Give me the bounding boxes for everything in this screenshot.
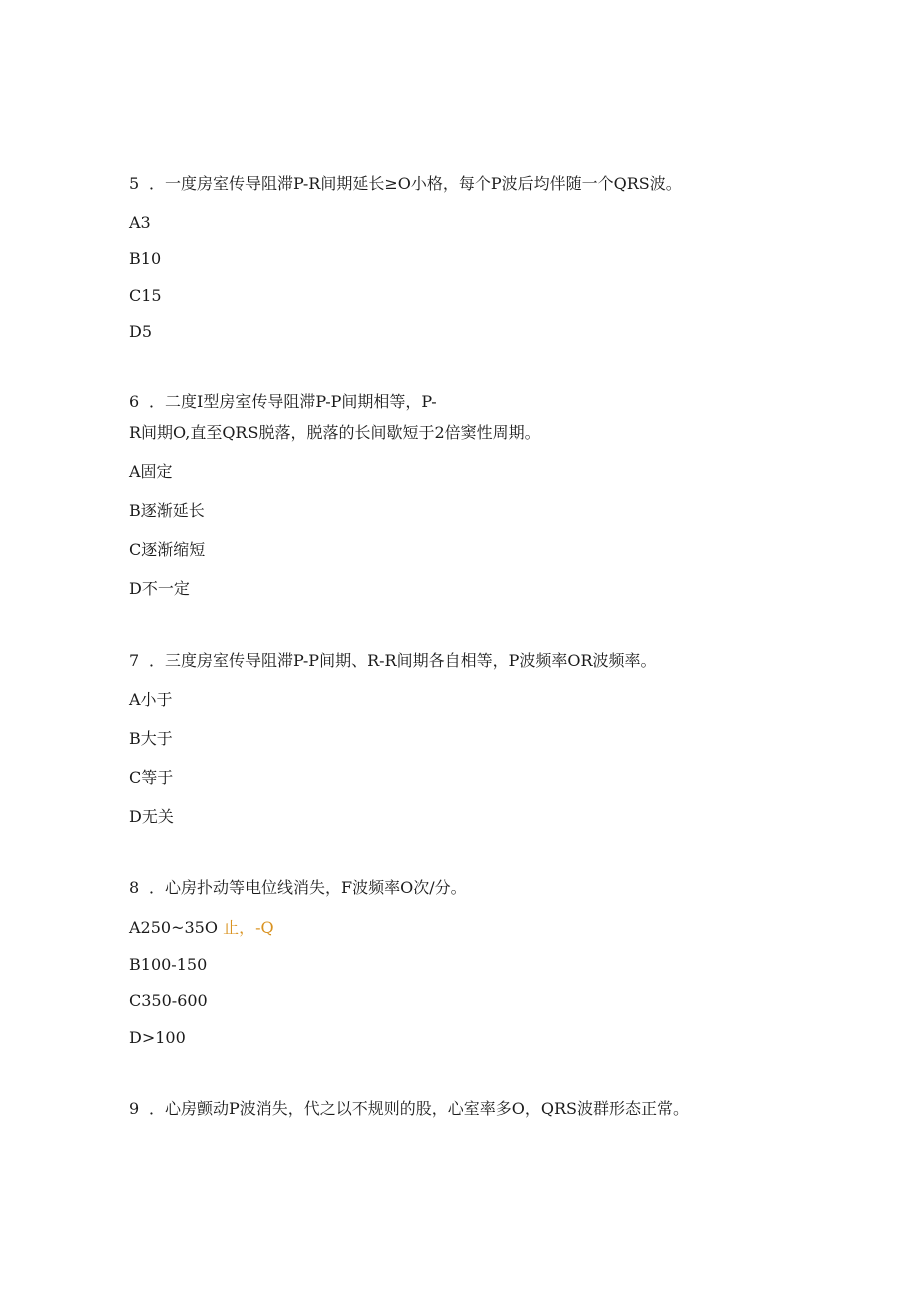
question-text: ．一度房室传导阻滞P-R间期延长≥O小格，每个P波后均伴随一个QRS波。 bbox=[149, 174, 682, 193]
question-5-option-d: D5 bbox=[129, 322, 153, 341]
question-5-stem bbox=[129, 174, 682, 194]
question-7-option-b: B大于 bbox=[129, 729, 173, 748]
question-5-option-a: A3 bbox=[129, 213, 151, 232]
question-number: 8 bbox=[129, 878, 140, 897]
question-8-option-b: B100-150 bbox=[129, 955, 208, 974]
question-7-option-c: C等于 bbox=[129, 768, 174, 787]
question-text: ．心房颤动P波消失，代之以不规则的股，心室率多O，QRS波群形态正常。 bbox=[149, 1099, 690, 1118]
question-8-stem bbox=[129, 878, 467, 898]
question-7-stem bbox=[129, 651, 657, 671]
question-number: 9 bbox=[129, 1099, 140, 1118]
question-number: 5 bbox=[129, 174, 140, 193]
question-6-option-d: D不一定 bbox=[129, 579, 190, 598]
question-8-option-a bbox=[129, 918, 274, 938]
question-text: ．心房扑动等电位线消失，F波频率O次/分。 bbox=[149, 878, 467, 897]
question-5-option-b: B10 bbox=[129, 249, 162, 268]
question-8-option-c: C350-600 bbox=[129, 991, 208, 1010]
question-7-option-a: A小于 bbox=[129, 690, 173, 709]
question-text: ．三度房室传导阻滞P-P间期、R-R间期各自相等，P波频率OR波频率。 bbox=[149, 651, 657, 670]
question-6-stem-continued: R间期O,直至QRS脱落，脱落的长间歇短于2倍窦性周期。 bbox=[129, 423, 541, 442]
option-text: A250~35O bbox=[129, 918, 218, 937]
question-number: 7 bbox=[129, 651, 140, 670]
question-6-option-a: A固定 bbox=[129, 462, 173, 481]
question-6-option-c: C逐渐缩短 bbox=[129, 540, 206, 559]
question-6-stem bbox=[129, 392, 437, 412]
question-7-option-d: D无关 bbox=[129, 807, 174, 826]
question-9-stem bbox=[129, 1099, 689, 1119]
question-number: 6 bbox=[129, 392, 140, 411]
question-6-option-b: B逐渐延长 bbox=[129, 501, 205, 520]
question-5-option-c: C15 bbox=[129, 286, 162, 305]
question-text: ．二度I型房室传导阻滞P-P间期相等，P- bbox=[149, 392, 437, 411]
handwritten-mark: 止，-Q bbox=[223, 918, 274, 937]
question-8-option-d: D>100 bbox=[129, 1028, 186, 1047]
